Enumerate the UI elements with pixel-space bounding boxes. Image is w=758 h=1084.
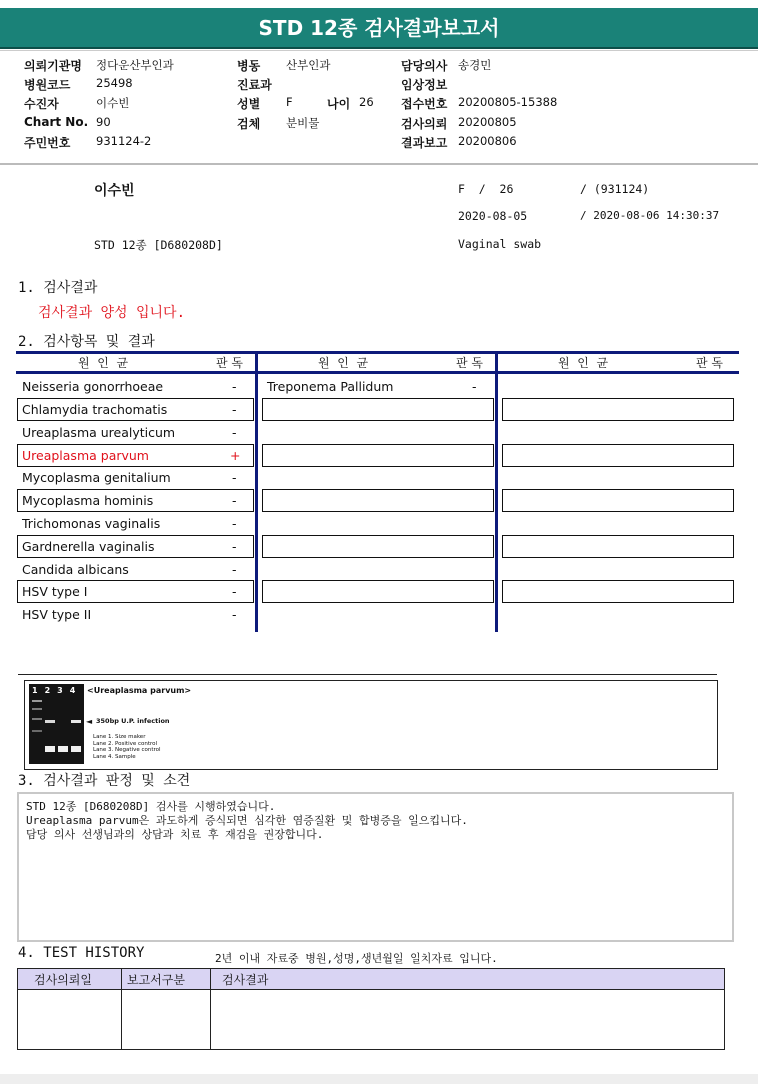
row-box xyxy=(262,580,494,603)
section1-title: 1. 검사결과 xyxy=(18,280,98,296)
report-date-value: 20200806 xyxy=(458,134,517,148)
row-box xyxy=(262,444,494,467)
pathogen-name: HSV type I xyxy=(22,584,88,599)
summary-rrn: / (931124) xyxy=(580,182,650,196)
gel-bands-graphic xyxy=(29,684,84,764)
age-value: 26 xyxy=(359,95,374,109)
pathogen-result: - xyxy=(232,562,237,577)
row-box xyxy=(502,444,734,467)
row-box xyxy=(262,535,494,558)
pathogen-name: Mycoplasma hominis xyxy=(22,493,154,508)
accession-label: 접수번호 xyxy=(401,97,448,111)
pathogen-result: - xyxy=(472,379,477,394)
code-label: 병원코드 xyxy=(24,78,71,92)
col1-header-result: 판 독 xyxy=(216,356,243,370)
pathogen-name: Mycoplasma genitalium xyxy=(22,470,171,485)
history-header-result: 검사결과 xyxy=(222,973,269,987)
col3-header-pathogen: 원 인 균 xyxy=(558,356,609,370)
gel-legend: Lane 1. Size maker Lane 2. Positive control Lane 3. Negative control Lane 4. Sample xyxy=(93,734,161,760)
pathogen-result: - xyxy=(232,607,237,622)
col2-header-result: 판 독 xyxy=(456,356,483,370)
chart-value: 90 xyxy=(96,115,111,129)
overall-result: 검사결과 양성 입니다. xyxy=(38,305,186,321)
summary-date-request: 2020-08-05 xyxy=(458,209,528,223)
ward-value: 산부인과 xyxy=(286,58,331,72)
row-box xyxy=(502,489,734,512)
row-box xyxy=(502,398,734,421)
summary-name: 이수빈 xyxy=(94,183,135,199)
history-header-type: 보고서구분 xyxy=(127,973,185,987)
pathogen-name: Candida albicans xyxy=(22,562,129,577)
hospital-value: 정다운산부인과 xyxy=(96,58,174,72)
section3-title: 3. 검사결과 판정 및 소견 xyxy=(18,773,191,789)
pathogen-result: - xyxy=(232,516,237,531)
pathogen-result-positive: + xyxy=(230,448,241,463)
history-col-divider xyxy=(121,968,122,1050)
opinion-text xyxy=(26,800,468,842)
history-body xyxy=(17,988,725,1050)
code-value: 25498 xyxy=(96,76,133,90)
section2-title: 2. 검사항목 및 결과 xyxy=(18,334,155,350)
row-box xyxy=(262,489,494,512)
col3-header-result: 판 독 xyxy=(696,356,723,370)
col2-header-pathogen: 원 인 균 xyxy=(318,356,369,370)
pathogen-result: - xyxy=(232,470,237,485)
pathogen-name: Ureaplasma urealyticum xyxy=(22,425,176,440)
doctor-value: 송경민 xyxy=(458,58,492,72)
pathogen-name: Trichomonas vaginalis xyxy=(22,516,161,531)
clinical-label: 임상정보 xyxy=(401,78,448,92)
gel-title: <Ureaplasma parvum> xyxy=(87,686,192,695)
request-value: 20200805 xyxy=(458,115,517,129)
report-title: STD 12종 검사결과보고서 xyxy=(0,8,758,49)
gel-image xyxy=(29,684,84,764)
pathogen-result: - xyxy=(232,539,237,554)
pathogen-name: Treponema Pallidum xyxy=(267,379,394,394)
sex-label: 성별 xyxy=(237,97,261,111)
accession-value: 20200805-15388 xyxy=(458,95,558,109)
page-bottom-band xyxy=(0,1074,758,1084)
opinion-line: STD 12종 [D680208D] 검사를 시행하였습니다. xyxy=(26,800,276,813)
summary-date-report: / 2020-08-06 14:30:37 xyxy=(580,209,720,222)
col1-header-pathogen: 원 인 균 xyxy=(78,356,129,370)
pathogen-name: Gardnerella vaginalis xyxy=(22,539,155,554)
specimen-value: 분비물 xyxy=(286,116,320,130)
specimen-label: 검체 xyxy=(237,117,261,131)
gel-top-rule xyxy=(18,674,717,675)
pathogen-result: - xyxy=(232,493,237,508)
history-header-date: 검사의뢰일 xyxy=(34,973,92,987)
pathogen-result: - xyxy=(232,584,237,599)
pathogen-result: - xyxy=(232,402,237,417)
gel-band-arrow-icon: ◄ xyxy=(86,717,93,726)
history-header xyxy=(17,968,725,990)
row-box xyxy=(502,580,734,603)
pathogen-name-positive: Ureaplasma parvum xyxy=(22,448,149,463)
chart-label: Chart No. xyxy=(24,115,89,129)
patient-label: 수진자 xyxy=(24,97,59,111)
pathogen-name: HSV type II xyxy=(22,607,92,622)
pathogen-name: Neisseria gonorrhoeae xyxy=(22,379,164,394)
pathogen-name: Chlamydia trachomatis xyxy=(22,402,168,417)
row-box xyxy=(262,398,494,421)
history-col-divider xyxy=(210,968,211,1050)
doctor-label: 담당의사 xyxy=(401,59,448,73)
age-label: 나이 xyxy=(327,97,351,111)
table-header-line xyxy=(16,371,739,374)
summary-test: STD 12종 [D680208D] xyxy=(94,238,223,252)
row-box xyxy=(502,535,734,558)
request-label: 검사의뢰 xyxy=(401,117,448,131)
gel-lane-numbers: 1234 xyxy=(32,686,83,695)
patient-value: 이수빈 xyxy=(96,96,130,110)
table-divider-2 xyxy=(495,351,498,632)
hospital-label: 의뢰기관명 xyxy=(24,59,82,73)
sex-value: F xyxy=(286,95,293,109)
summary-sex-age: F / 26 xyxy=(458,182,514,196)
pathogen-result: - xyxy=(232,425,237,440)
history-note: 2년 이내 자료중 병원,성명,생년월일 일치자료 입니다. xyxy=(215,952,498,965)
report-date-label: 결과보고 xyxy=(401,136,448,150)
ward-label: 병동 xyxy=(237,59,261,73)
section4-title: 4. TEST HISTORY xyxy=(18,945,145,961)
pathogen-result: - xyxy=(232,379,237,394)
dept-label: 진료과 xyxy=(237,78,272,92)
summary-sample: Vaginal swab xyxy=(458,237,542,251)
opinion-line: 담당 의사 선생님과의 상담과 치료 후 재검을 권장합니다. xyxy=(26,828,324,841)
opinion-line: Ureaplasma parvum은 과도하게 증식되면 심각한 염증질환 및 합병증을 일으킵니다. xyxy=(26,814,468,827)
rrn-label: 주민번호 xyxy=(24,136,71,150)
table-divider-1 xyxy=(255,351,258,632)
rrn-value: 931124-2 xyxy=(96,134,152,148)
gel-band-label: 350bp U.P. infection xyxy=(96,717,170,725)
